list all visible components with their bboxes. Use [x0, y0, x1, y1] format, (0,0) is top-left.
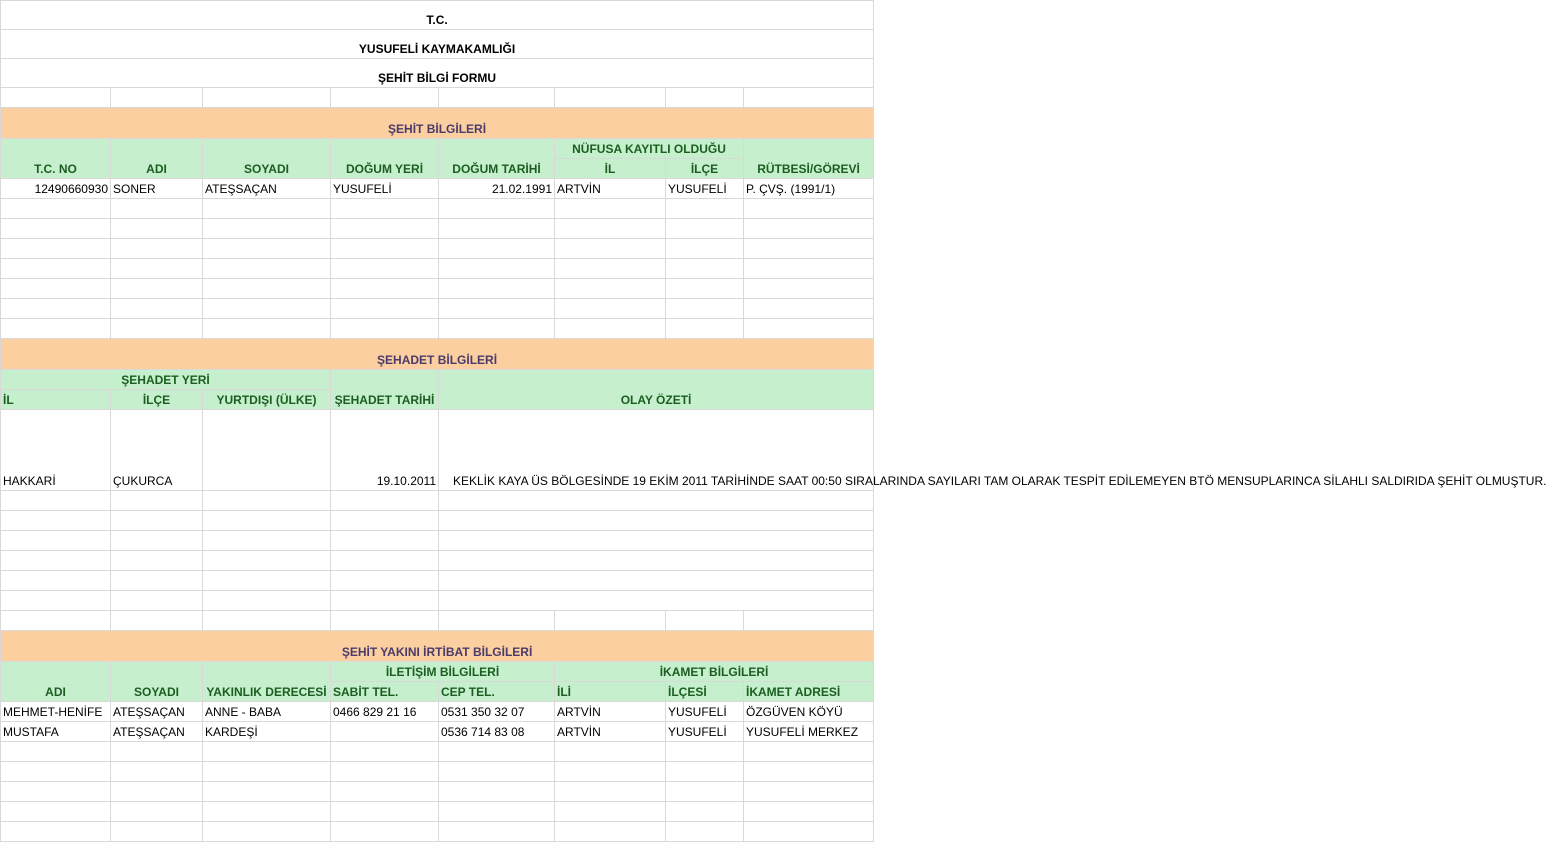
title-tc: T.C. [1, 1, 874, 30]
empty-row [1, 199, 874, 219]
empty-row [1, 259, 874, 279]
cell-yakin-ilcesi[interactable]: YUSUFELİ [666, 702, 744, 722]
empty-row [1, 551, 874, 571]
section-sehadet-header [1, 339, 874, 370]
cell-yurtdisi[interactable] [203, 410, 331, 491]
cell-sehadet-il[interactable]: HAKKARİ [1, 410, 111, 491]
cell-yakin-ilcesi[interactable]: YUSUFELİ [666, 722, 744, 742]
yakin-header-row-1 [1, 662, 874, 682]
spacer-row [1, 319, 874, 339]
cell-yakin-adi[interactable]: MUSTAFA [1, 722, 111, 742]
empty-row [1, 742, 874, 762]
yakin-data-row [1, 702, 874, 722]
sehit-data-row [1, 179, 874, 199]
col-cep-tel: CEP TEL. [439, 682, 555, 702]
cell-sabit-tel[interactable]: 0466 829 21 16 [331, 702, 439, 722]
col-ikamet-adresi: İKAMET ADRESİ [744, 682, 874, 702]
col-group-ikamet: İKAMET BİLGİLERİ [555, 662, 874, 682]
col-sehadet-ilce: İLÇE [111, 390, 203, 410]
col-group-nufus: NÜFUSA KAYITLI OLDUĞU [555, 139, 744, 159]
empty-row [1, 239, 874, 259]
cell-soyadi[interactable]: ATEŞSAÇAN [203, 179, 331, 199]
col-group-sehadet-yeri: ŞEHADET YERİ [1, 370, 331, 390]
col-yakin-ilcesi: İLÇESİ [666, 682, 744, 702]
col-yakin-ili: İLİ [555, 682, 666, 702]
col-dogum-yeri: DOĞUM YERİ [331, 139, 439, 179]
cell-yakin-ili[interactable]: ARTVİN [555, 722, 666, 742]
section-sehit-header [1, 108, 874, 139]
col-tc-no: T.C. NO [1, 139, 111, 179]
cell-dogum-yeri[interactable]: YUSUFELİ [331, 179, 439, 199]
empty-row [1, 571, 874, 591]
col-soyadi: SOYADI [203, 139, 331, 179]
col-sehadet-il: İL [1, 390, 111, 410]
empty-row [1, 802, 874, 822]
empty-row [1, 531, 874, 551]
empty-row [1, 279, 874, 299]
title-row-3 [1, 59, 874, 88]
col-adi: ADI [111, 139, 203, 179]
sehadet-header-row-1 [1, 370, 874, 390]
section-sehadet-title: ŞEHADET BİLGİLERİ [1, 339, 874, 370]
cell-sehadet-ilce[interactable]: ÇUKURCA [111, 410, 203, 491]
cell-cep-tel[interactable]: 0536 714 83 08 [439, 722, 555, 742]
cell-sehadet-tarihi[interactable]: 19.10.2011 [331, 410, 439, 491]
col-yakin-soyadi: SOYADI [111, 662, 203, 702]
cell-yakin-ili[interactable]: ARTVİN [555, 702, 666, 722]
title-row-2 [1, 30, 874, 59]
empty-row [1, 511, 874, 531]
section-yakin-header [1, 631, 874, 662]
col-yakinlik: YAKINLIK DERECESİ [203, 662, 331, 702]
col-sehadet-tarihi: ŞEHADET TARİHİ [331, 370, 439, 410]
col-group-iletisim: İLETİŞİM BİLGİLERİ [331, 662, 555, 682]
col-yakin-adi: ADI [1, 662, 111, 702]
cell-yakinlik[interactable]: ANNE - BABA [203, 702, 331, 722]
cell-sabit-tel[interactable] [331, 722, 439, 742]
section-yakin-title: ŞEHİT YAKINI İRTİBAT BİLGİLERİ [1, 631, 874, 662]
cell-yakin-adi[interactable]: MEHMET-HENİFE [1, 702, 111, 722]
cell-yakinlik[interactable]: KARDEŞİ [203, 722, 331, 742]
empty-row [1, 822, 874, 842]
spacer-row [1, 611, 874, 631]
title-row-1 [1, 1, 874, 30]
empty-row [1, 782, 874, 802]
cell-ikamet-adresi[interactable]: ÖZGÜVEN KÖYÜ [744, 702, 874, 722]
empty-row [1, 591, 874, 611]
cell-yakin-soyadi[interactable]: ATEŞSAÇAN [111, 702, 203, 722]
spacer-row [1, 88, 874, 108]
col-yurtdisi: YURTDIŞI (ÜLKE) [203, 390, 331, 410]
cell-il[interactable]: ARTVİN [555, 179, 666, 199]
cell-tc-no[interactable]: 12490660930 [1, 179, 111, 199]
col-olay-ozeti: OLAY ÖZETİ [439, 370, 874, 410]
empty-row [1, 491, 874, 511]
col-rutbe: RÜTBESİ/GÖREVİ [744, 139, 874, 179]
cell-olay-ozeti[interactable]: KEKLİK KAYA ÜS BÖLGESİNDE 19 EKİM 2011 TARİHİNDE SAAT 00:50 SIRALARINDA SAYILARI TAM OLARAK TESPİT EDİLEMEYEN BTÖ MENSUPLARINCA SİLAHLI SALDIRIDA ŞEHİT OLMUŞTUR. [439, 410, 874, 491]
title-kaymakamlik: YUSUFELİ KAYMAKAMLIĞI [1, 30, 874, 59]
yakin-data-row [1, 722, 874, 742]
empty-row [1, 299, 874, 319]
col-ilce: İLÇE [666, 159, 744, 179]
empty-row [1, 219, 874, 239]
cell-rutbe[interactable]: P. ÇVŞ. (1991/1) [744, 179, 874, 199]
cell-adi[interactable]: SONER [111, 179, 203, 199]
col-il: İL [555, 159, 666, 179]
empty-row [1, 762, 874, 782]
col-sabit-tel: SABİT TEL. [331, 682, 439, 702]
col-dogum-tarihi: DOĞUM TARİHİ [439, 139, 555, 179]
cell-cep-tel[interactable]: 0531 350 32 07 [439, 702, 555, 722]
cell-ikamet-adresi[interactable]: YUSUFELİ MERKEZ [744, 722, 874, 742]
section-sehit-title: ŞEHİT BİLGİLERİ [1, 108, 874, 139]
cell-dogum-tarihi[interactable]: 21.02.1991 [439, 179, 555, 199]
cell-ilce[interactable]: YUSUFELİ [666, 179, 744, 199]
cell-yakin-soyadi[interactable]: ATEŞSAÇAN [111, 722, 203, 742]
sehadet-data-row [1, 410, 874, 491]
title-form: ŞEHİT BİLGİ FORMU [1, 59, 874, 88]
sehit-header-row-1 [1, 139, 874, 159]
